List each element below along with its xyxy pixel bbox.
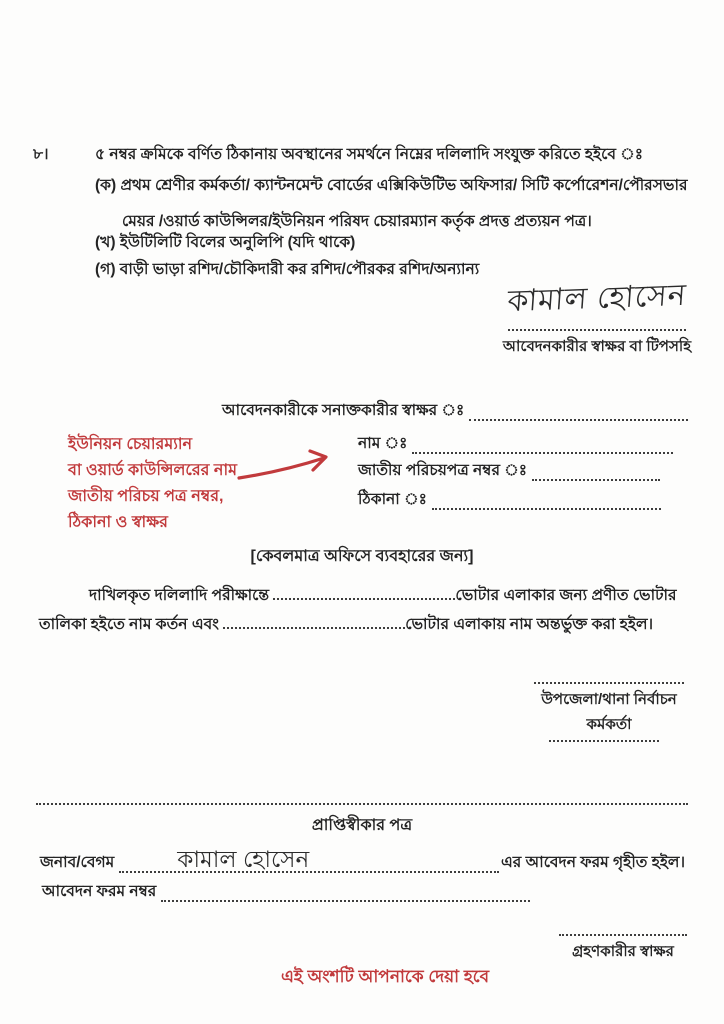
receipt-name-row [40, 846, 690, 876]
office-para-seg2: ভোটার এলাকার জন্য প্রণীত ভোটার তালিকা হইতে নাম কর্তন এবং [39, 587, 677, 633]
receipt-handwritten-name: কামাল হোসেন [177, 846, 310, 872]
extra-dotted-line [549, 740, 659, 742]
identifier-name-label: নাম ঃ [358, 435, 408, 452]
voter-area-field-2 [223, 625, 405, 629]
receipt-salutation: জনাব/বেগম [40, 854, 115, 871]
item-ga-label: (গ) [95, 261, 116, 278]
receipt-name-field [119, 846, 499, 873]
section8-number: ৮। [33, 146, 49, 163]
section8-intro: ৫ নম্বর ক্রমিকে বর্ণিত ঠিকানায় অবস্থানের সমর্থনে নিম্নের দলিলাদি সংযুক্ত করিতে হইবে ঃ [95, 146, 644, 163]
officer-signature-line [534, 682, 684, 684]
identifier-address-row [358, 487, 661, 513]
office-para-seg1: দাখিলকৃত দলিলাদি পরীক্ষান্তে [89, 587, 270, 604]
receipt-title: প্রাপ্তিস্বীকার পত্র [311, 817, 413, 834]
form-number-field [161, 900, 530, 902]
voter-area-field-1 [273, 596, 455, 600]
office-use-heading: [কেবলমাত্র অফিসে ব্যবহারের জন্য] [250, 548, 474, 565]
identifier-nid-label: জাতীয় পরিচয়পত্র নম্বর ঃ [358, 462, 528, 479]
form-number-label: আবেদন ফরম নম্বর [42, 883, 157, 900]
applicant-handwritten-signature: কামাল হোসেন [506, 278, 688, 319]
identifier-sign-field [469, 419, 688, 421]
item-ga-text: বাড়ী ভাড়া রশিদ/চৌকিদারী কর রশিদ/পৌরকর রশিদ/অন্যান্য [119, 261, 480, 278]
annotation-line-2: বা ওয়ার্ড কাউন্সিলরের নাম [68, 462, 237, 479]
identifier-name-field [412, 452, 673, 454]
office-para-seg3: ভোটার এলাকায় নাম অন্তর্ভুক্ত করা হইল। [405, 616, 654, 633]
item-ka-label: (ক) [95, 177, 117, 194]
item-kha-label: (খ) [95, 234, 116, 251]
form-number-row [42, 879, 530, 905]
red-arrow-icon [236, 446, 336, 484]
applicant-signature-line [508, 329, 686, 331]
item-ka-text: প্রথম শ্রেণীর কর্মকর্তা/ ক্যান্টনমেন্ট বোর্ডের এক্সিকিউটিভ অফিসার/ সিটি কর্পোরেশন/পৌরসভার মেয়র /ওয়ার্ড কাউন্সিলর/ইউনিয়ন পরিষদ চেয়ারম্যান কর্তৃক প্রদত্ত প্রত্যয়ন পত্র। [120, 177, 688, 230]
identifier-sign-row [222, 398, 688, 424]
office-use-paragraph [39, 581, 687, 639]
identifier-name-row [358, 431, 673, 457]
receiver-signature-block [553, 930, 693, 965]
receipt-after-name: এর আবেদন ফরম গৃহীত হইল। [501, 854, 685, 871]
section8-item-ga [95, 257, 479, 283]
identifier-nid-row [358, 458, 660, 484]
cut-line [36, 803, 688, 805]
receiver-caption: গ্রহণকারীর স্বাক্ষর [572, 943, 674, 960]
identifier-nid-field [532, 479, 660, 481]
identifier-address-field [432, 508, 661, 510]
section8-item-kha [95, 230, 355, 256]
annotation-line-1: ইউনিয়ন চেয়ারম্যান [68, 436, 193, 453]
applicant-signature-caption: আবেদনকারীর স্বাক্ষর বা টিপসহি [502, 338, 692, 355]
red-annotation-note [68, 432, 237, 536]
receiver-signature-line [559, 934, 687, 936]
footer-red-note: এই অংশটি আপনাকে দেয়া হবে [281, 967, 490, 986]
item-kha-text: ইউটিলিটি বিলের অনুলিপি (যদি থাকে) [119, 234, 356, 251]
identifier-sign-label: আবেদনকারীকে সনাক্তকারীর স্বাক্ষর ঃ [222, 402, 465, 419]
election-officer-block [523, 678, 695, 738]
applicant-signature-block [492, 274, 702, 360]
officer-caption: উপজেলা/থানা নির্বাচন কর্মকর্তা [541, 691, 677, 733]
identifier-address-label: ঠিকানা ঃ [358, 491, 427, 508]
annotation-line-4: ঠিকানা ও স্বাক্ষর [68, 514, 168, 531]
annotation-line-3: জাতীয় পরিচয় পত্র নম্বর, [68, 488, 224, 505]
